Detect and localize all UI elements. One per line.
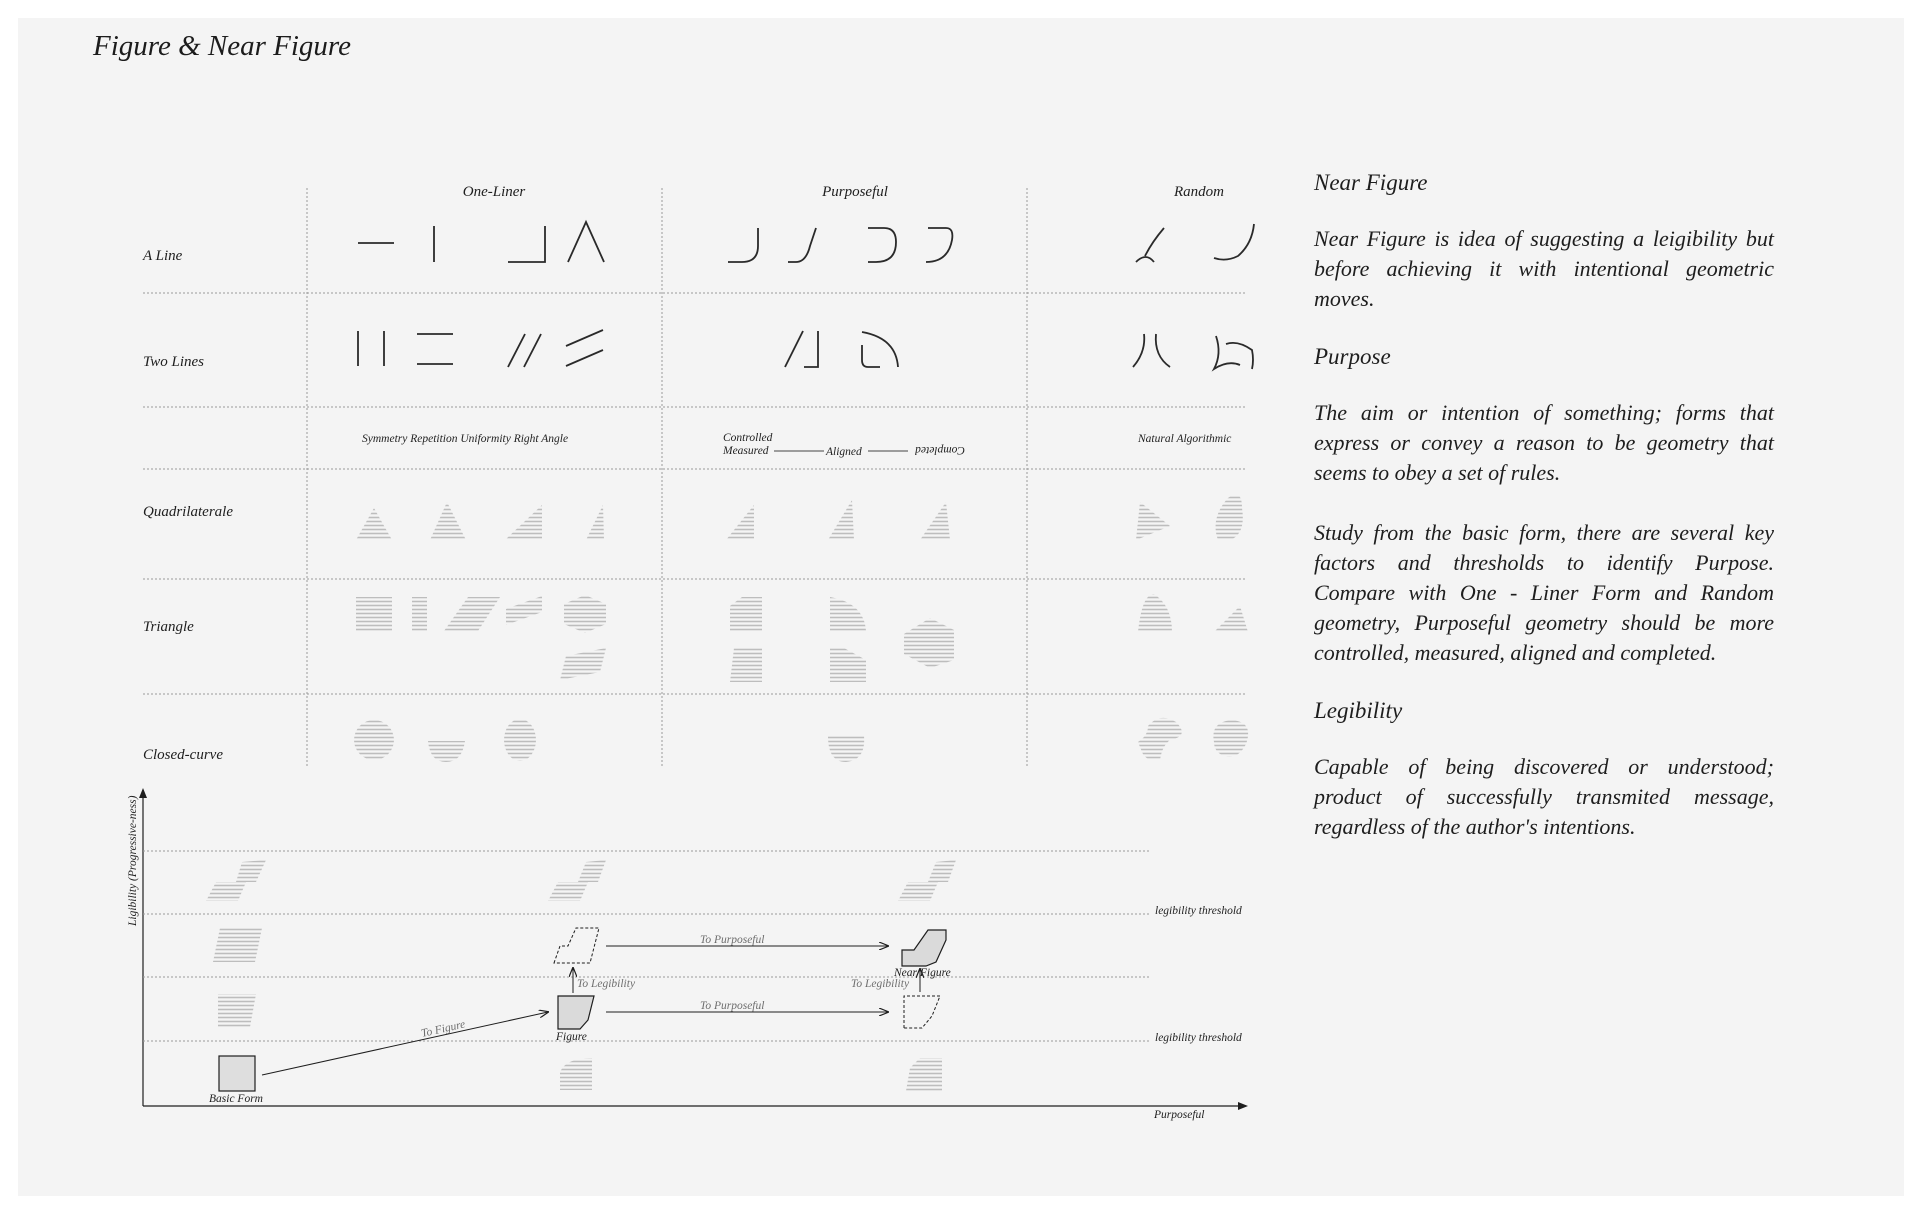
quadrilaterale-shapes [356, 495, 1243, 540]
two-lines-shapes [358, 330, 1253, 369]
near-figure-paragraph: Near Figure is idea of suggesting a leigibility but before achieving it with intentional geometric moves. [1314, 226, 1774, 311]
y-axis-label: Ligibility (Progressive-ness) [127, 795, 139, 926]
graph-arrows [262, 946, 920, 1075]
side-text-panel [1314, 170, 1774, 872]
near-figure-heading: Near Figure [1314, 170, 1428, 195]
study-paragraph: Study from the basic form, there are several key factors and thresholds to identify Purpose. Compare with One - Liner Form and Random geometry, Purposeful geometry should be more controlled, measured, aligned and completed. [1314, 520, 1774, 665]
graph-axes [143, 790, 1246, 1106]
column-header-one-liner: One-Liner [462, 184, 526, 200]
to-purposeful-upper-label: To Purposeful [700, 934, 765, 946]
near-figure-shape [902, 930, 946, 966]
graph-left-column-shapes [206, 860, 266, 1027]
row-label-two-lines: Two Lines [143, 354, 204, 370]
legibility-heading: Legibility [1314, 698, 1403, 723]
factor-completed: Completed [915, 444, 965, 456]
closed-curve-shapes [354, 718, 1248, 762]
factor-measured: Measured [723, 445, 769, 457]
basic-form-square [219, 1056, 255, 1091]
purposeful-outline-lower [904, 996, 940, 1028]
near-figure-label: Near Figure [894, 967, 951, 979]
to-legibility-right-label: To Legibility [851, 978, 910, 990]
matrix-grid [143, 188, 1247, 768]
figure-label: Figure [556, 1031, 587, 1043]
purpose-paragraph: The aim or intention of something; forms that express or convey a reason to be geometry that seems to obey a set of rules. [1314, 400, 1774, 485]
to-purposeful-lower-label: To Purposeful [700, 1000, 765, 1012]
graph-middle-column-shapes [548, 860, 606, 1090]
column-header-purposeful: Purposeful [822, 184, 888, 200]
purpose-heading: Purpose [1314, 344, 1391, 369]
factor-controlled: Controlled [723, 432, 773, 444]
page-title: Figure & Near Figure [93, 30, 352, 62]
column-header-random: Random [1174, 184, 1224, 200]
a-line-shapes [358, 222, 1254, 262]
purposeful-outline-upper [554, 928, 599, 963]
x-axis-arrowhead [1238, 1102, 1248, 1110]
triangle-shapes [356, 594, 1248, 682]
legibility-threshold-upper: legibility threshold [1155, 905, 1242, 917]
y-axis-arrowhead [139, 788, 147, 798]
legibility-threshold-lower: legibility threshold [1155, 1032, 1242, 1044]
row-label-closed-curve: Closed-curve [143, 747, 223, 763]
figure-shape [558, 996, 594, 1029]
factors-random: Natural Algorithmic [1138, 433, 1232, 445]
to-figure-label: To Figure [420, 1018, 467, 1040]
row-label-triangle: Triangle [143, 619, 194, 635]
legibility-paragraph: Capable of being discovered or understood; product of successfully transmited message, regardless of the author's intentions. [1314, 754, 1774, 839]
factor-aligned: Aligned [826, 446, 862, 458]
basic-form-label: Basic Form [209, 1093, 263, 1105]
x-axis-label: Purposeful [1154, 1109, 1205, 1121]
factors-one-liner: Symmetry Repetition Uniformity Right Angle [362, 433, 569, 445]
row-label-quadrilaterale: Quadrilaterale [143, 504, 233, 520]
row-label-a-line: A Line [143, 248, 183, 264]
to-legibility-left-label: To Legibility [577, 978, 636, 990]
